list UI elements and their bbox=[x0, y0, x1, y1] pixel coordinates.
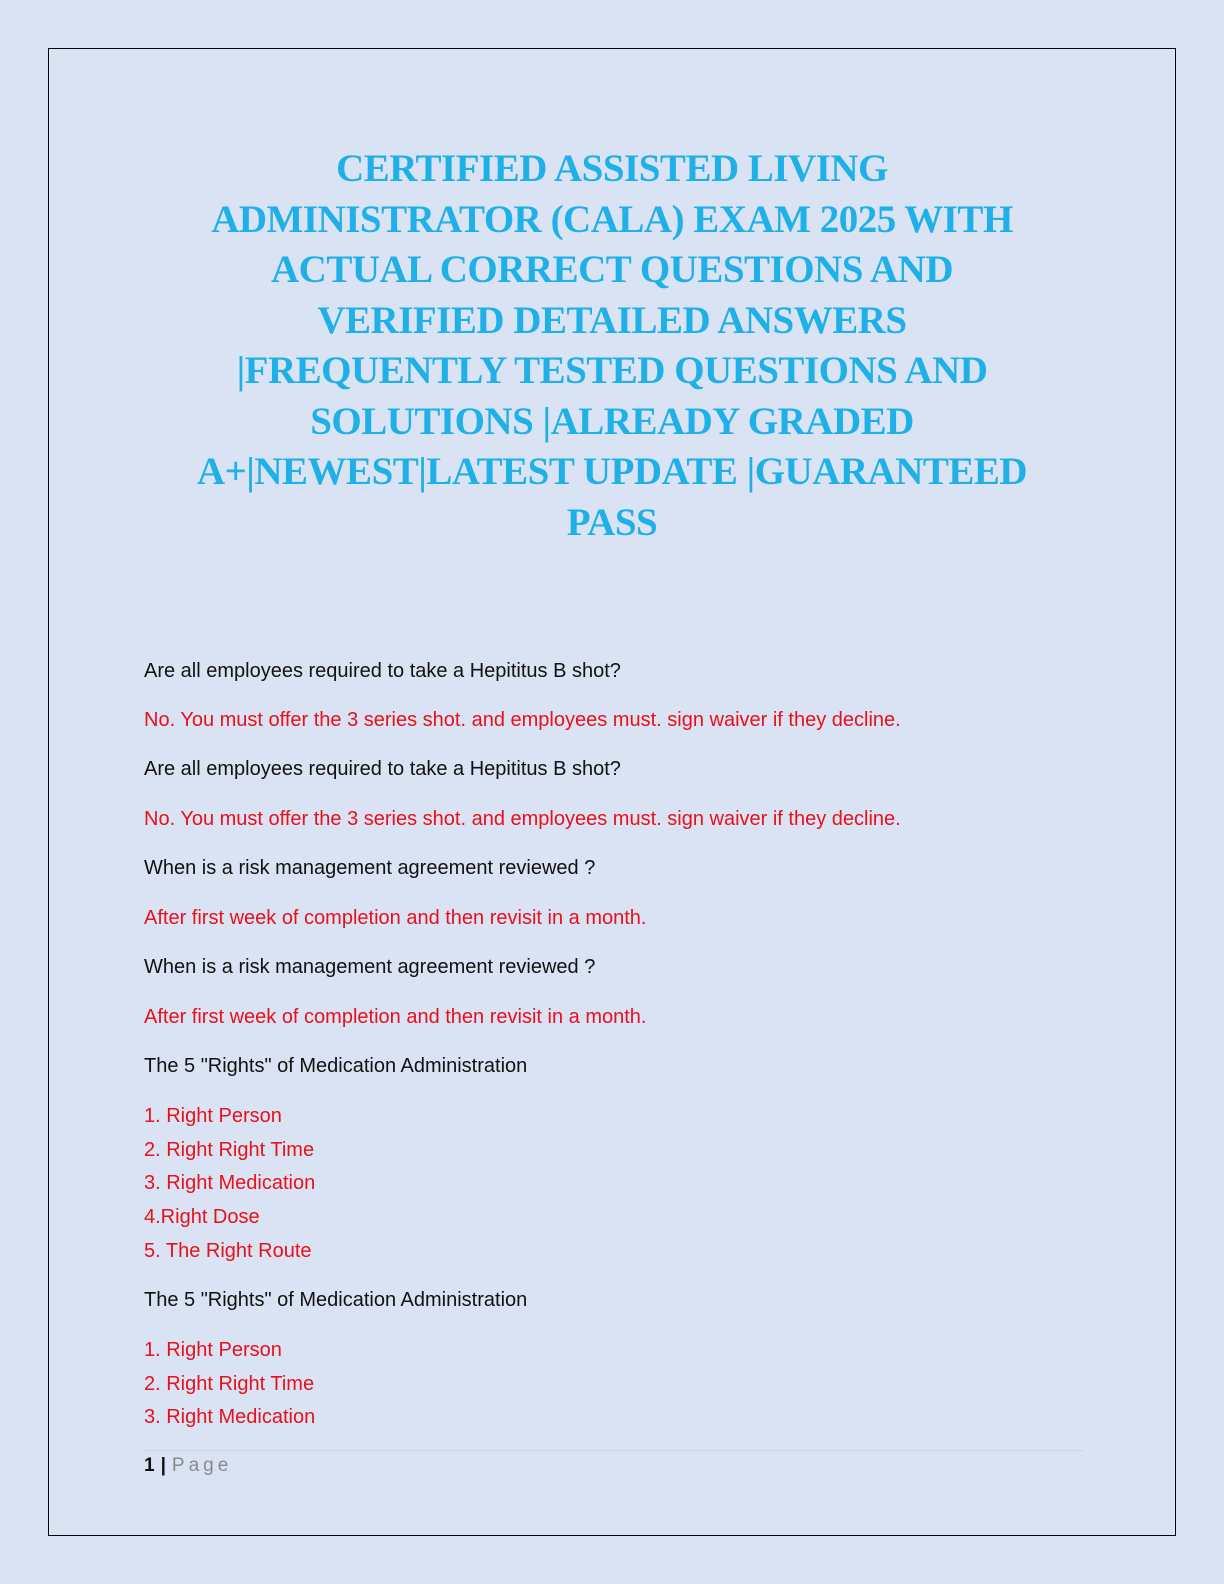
answer-list-item: 4.Right Dose bbox=[144, 1206, 260, 1228]
title-line: |FREQUENTLY TESTED QUESTIONS AND bbox=[236, 349, 988, 392]
answer-text: No. You must offer the 3 series shot. and employees must. sign waiver if they decline. bbox=[144, 709, 901, 731]
title-line: VERIFIED DETAILED ANSWERS bbox=[317, 298, 907, 342]
answer-list-item: 3. Right Medication bbox=[144, 1172, 316, 1194]
answer-text: After first week of completion and then revisit in a month. bbox=[144, 907, 647, 929]
question-text: Are all employees required to take a Hepititus B shot? bbox=[144, 660, 621, 682]
title-line: ADMINISTRATOR (CALA) EXAM 2025 WITH bbox=[211, 197, 1013, 241]
page-label: Page bbox=[171, 1455, 233, 1476]
answer-text: After first week of completion and then revisit in a month. bbox=[144, 1006, 647, 1028]
question-text: The 5 "Rights" of Medication Administration bbox=[144, 1055, 528, 1077]
title-line: A+|NEWEST|LATEST UPDATE |GUARANTEED bbox=[196, 450, 1028, 493]
page-footer bbox=[144, 1455, 232, 1477]
question-text: When is a risk management agreement reviewed ? bbox=[144, 956, 596, 978]
document-title bbox=[130, 144, 1094, 548]
answer-list-item: 1. Right Person bbox=[144, 1105, 282, 1127]
answer-list-item: 2. Right Right Time bbox=[144, 1139, 315, 1161]
title-line: PASS bbox=[566, 500, 658, 544]
answer-list-item: 1. Right Person bbox=[144, 1339, 282, 1361]
title-line: ACTUAL CORRECT QUESTIONS AND bbox=[270, 248, 954, 291]
footer-separator: | bbox=[160, 1455, 166, 1476]
title-line: SOLUTIONS |ALREADY GRADED bbox=[310, 399, 914, 443]
title-line: CERTIFIED ASSISTED LIVING bbox=[336, 147, 888, 190]
footer-divider bbox=[144, 1450, 1084, 1451]
question-text: When is a risk management agreement reviewed ? bbox=[144, 857, 596, 879]
answer-list-item: 2. Right Right Time bbox=[144, 1373, 315, 1395]
answer-list-item: 3. Right Medication bbox=[144, 1406, 316, 1428]
answer-text: No. You must offer the 3 series shot. and employees must. sign waiver if they decline. bbox=[144, 808, 901, 830]
page-number: 1 bbox=[144, 1455, 155, 1476]
question-text: The 5 "Rights" of Medication Administration bbox=[144, 1289, 528, 1311]
question-text: Are all employees required to take a Hepititus B shot? bbox=[144, 758, 621, 780]
answer-list-item: 5. The Right Route bbox=[144, 1240, 312, 1262]
